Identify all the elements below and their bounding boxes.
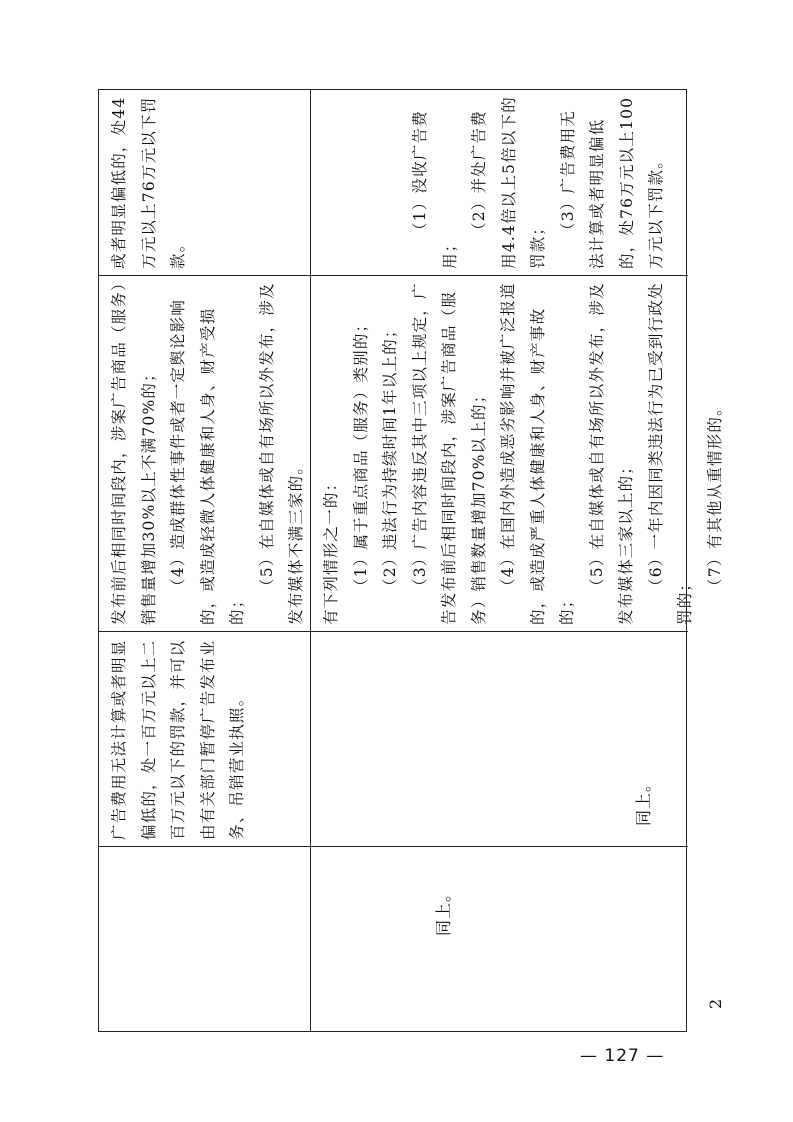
row2-col3-line: （4）在国内外造成恶劣影响并被广泛报道的，或造成严重人体健康和人身、财产事故的；: [499, 282, 576, 625]
row2-col4-line: （2）并处广告费用4.4倍以上5倍以下的罚款；: [470, 96, 547, 269]
row2-col3-line: （6）一年内因同类违法行为已受到行政处罚的；: [646, 282, 694, 625]
page-number: — 127 —: [580, 1046, 665, 1066]
row2-col1-text: 同上。: [434, 884, 453, 936]
row2-col1-cell: [311, 846, 725, 1031]
row2-col4-cell: [311, 88, 688, 275]
row2-col3-line: （3）广告内容违反其中三项以上规定，广告发布前后相同时间段内，涉案广告商品（服务）销售数量增加70%以上的；: [410, 282, 488, 625]
row2-col2-text: 同上。: [634, 774, 653, 826]
row1-col3-line: （5）在自媒体或自有场所以外发布，涉及发布媒体不满三家的。: [257, 282, 305, 625]
row2-col3-line: 有下列情形之一的：: [322, 474, 340, 625]
row2-col3-line: （1）属于重点商品（服务）类别的；: [351, 315, 370, 594]
row2-col3-line: （5）在自媒体或自有场所以外发布，涉及发布媒体三家以上的；: [587, 282, 635, 625]
row1-col2-cell: [99, 631, 310, 846]
table-row: [99, 90, 311, 1031]
rotated-table-wrapper: [98, 89, 725, 1032]
row1-col3-line: 发布前后相同时间段内，涉案广告商品（服务）销售量增加30%以上不满70%的；: [110, 282, 158, 625]
row1-col3-line: （4）造成群体性事件或者一定舆论影响的，或造成轻微人体健康和人身、财产受损的；: [169, 299, 246, 625]
row2-col3-cell: [311, 275, 724, 631]
row1-col2-text: 广告费用无法计算或者明显偏低的，处一百万元以上二百万元以下的罚款，并可以由有关部门暂停广告发布业务、吊销营业执照。: [110, 639, 246, 840]
row-number: 2: [706, 998, 725, 1009]
row2-col2-cell: [311, 631, 688, 846]
row2-col3-line: （7）有其他从重情形的。: [705, 399, 724, 594]
row1-col1-cell: [99, 846, 310, 1031]
row2-col3-line: （2）违法行为持续时间1年以上的；: [381, 321, 399, 594]
regulation-table: [98, 89, 725, 1032]
table-row: [311, 90, 725, 1031]
row2-col4-line: （3）广告费用无法计算或者明显偏低的，处76万元以上100万元以下罚款。: [558, 96, 665, 269]
row1-col4-cell: [99, 88, 310, 275]
row1-col3-cell: [99, 275, 310, 631]
row1-col4-text: 或者明显偏低的，处44万元以上76万元以下罚款。: [110, 96, 187, 269]
row2-col4-line: （1）没收广告费用；: [411, 110, 459, 269]
